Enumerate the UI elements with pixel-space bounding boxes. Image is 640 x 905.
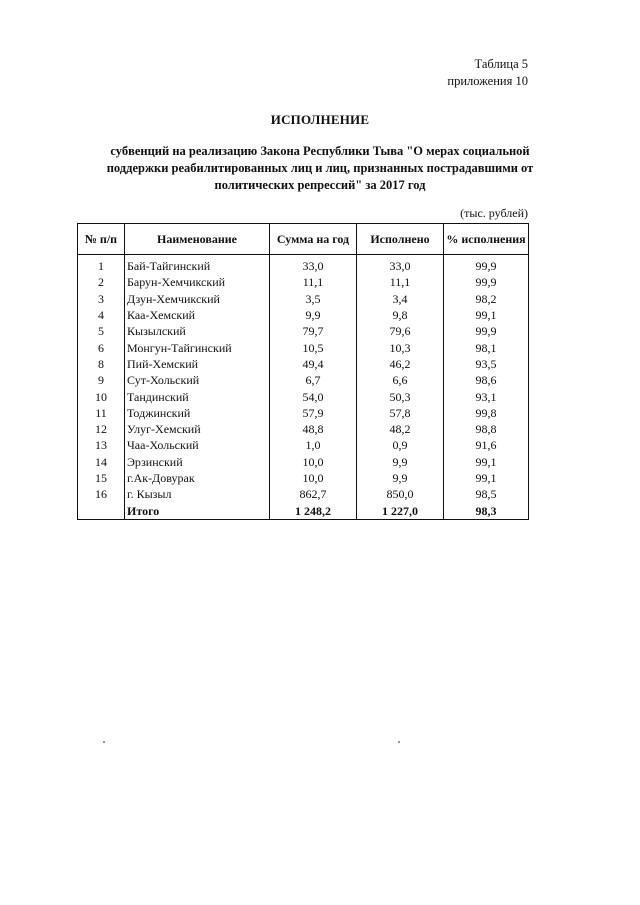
row-annual-sum: 49,4	[270, 356, 357, 372]
row-name: г. Кызыл	[125, 486, 270, 502]
row-executed: 6,6	[357, 372, 444, 388]
table-row	[78, 405, 529, 421]
row-executed: 1 227,0	[357, 502, 444, 519]
row-number: 11	[78, 405, 125, 421]
row-name: Тоджинский	[125, 405, 270, 421]
row-name: Эрзинский	[125, 454, 270, 470]
row-name: Кызылский	[125, 323, 270, 339]
table-header-row	[78, 224, 529, 255]
table-row	[78, 356, 529, 372]
row-executed: 11,1	[357, 274, 444, 290]
row-number: 13	[78, 437, 125, 453]
document-subtitle	[90, 143, 550, 194]
column-header-number: № п/п	[78, 224, 125, 255]
row-annual-sum: 10,0	[270, 470, 357, 486]
row-annual-sum: 33,0	[270, 255, 357, 275]
row-annual-sum: 3,5	[270, 291, 357, 307]
row-name: Улуг-Хемский	[125, 421, 270, 437]
row-annual-sum: 1 248,2	[270, 502, 357, 519]
row-annual-sum: 862,7	[270, 486, 357, 502]
row-percent: 99,1	[444, 307, 529, 323]
table-row	[78, 372, 529, 388]
row-executed: 9,9	[357, 470, 444, 486]
table-row	[78, 255, 529, 275]
row-number: 14	[78, 454, 125, 470]
document-title: ИСПОЛНЕНИЕ	[270, 112, 370, 127]
row-number: 2	[78, 274, 125, 290]
row-annual-sum: 79,7	[270, 323, 357, 339]
subtitle-line: политических репрессий" за 2017 год	[214, 178, 426, 192]
row-name: Каа-Хемский	[125, 307, 270, 323]
row-executed: 9,9	[357, 454, 444, 470]
row-percent: 98,5	[444, 486, 529, 502]
row-name: Бай-Тайгинский	[125, 255, 270, 275]
table-row	[78, 323, 529, 339]
row-number: 4	[78, 307, 125, 323]
row-executed: 57,8	[357, 405, 444, 421]
table-row	[78, 470, 529, 486]
table-row	[78, 339, 529, 355]
row-number: 6	[78, 339, 125, 355]
row-percent: 98,2	[444, 291, 529, 307]
row-number: 8	[78, 356, 125, 372]
table-row	[78, 421, 529, 437]
row-executed: 0,9	[357, 437, 444, 453]
row-name: Барун-Хемчикский	[125, 274, 270, 290]
row-percent: 99,1	[444, 470, 529, 486]
row-number: 1	[78, 255, 125, 275]
row-name: Дзун-Хемчикский	[125, 291, 270, 307]
appendix-label: приложения 10	[447, 74, 528, 88]
row-name: Сут-Хольский	[125, 372, 270, 388]
row-executed: 46,2	[357, 356, 444, 372]
row-percent: 98,6	[444, 372, 529, 388]
row-annual-sum: 10,5	[270, 339, 357, 355]
row-annual-sum: 57,9	[270, 405, 357, 421]
row-name: г.Ак-Довурак	[125, 470, 270, 486]
row-percent: 99,9	[444, 255, 529, 275]
row-percent: 93,1	[444, 388, 529, 404]
table-row	[78, 437, 529, 453]
table-reference	[447, 56, 528, 90]
row-number	[78, 502, 125, 519]
subtitle-line: субвенций на реализацию Закона Республики Тыва "О мерах социальной	[110, 144, 530, 158]
row-percent: 99,1	[444, 454, 529, 470]
scan-speck	[398, 741, 400, 743]
row-annual-sum: 6,7	[270, 372, 357, 388]
row-number: 10	[78, 388, 125, 404]
column-header-name: Наименование	[125, 224, 270, 255]
row-percent: 99,9	[444, 274, 529, 290]
table-row	[78, 454, 529, 470]
row-name: Монгун-Тайгинский	[125, 339, 270, 355]
row-annual-sum: 48,8	[270, 421, 357, 437]
table-row	[78, 291, 529, 307]
row-number: 15	[78, 470, 125, 486]
row-executed: 33,0	[357, 255, 444, 275]
row-executed: 79,6	[357, 323, 444, 339]
row-percent: 91,6	[444, 437, 529, 453]
execution-table	[77, 223, 529, 520]
row-executed: 50,3	[357, 388, 444, 404]
row-percent: 99,9	[444, 323, 529, 339]
row-executed: 48,2	[357, 421, 444, 437]
row-number: 16	[78, 486, 125, 502]
row-annual-sum: 1,0	[270, 437, 357, 453]
row-name: Тандинский	[125, 388, 270, 404]
row-percent: 99,8	[444, 405, 529, 421]
row-number: 5	[78, 323, 125, 339]
row-percent: 98,8	[444, 421, 529, 437]
table-row	[78, 274, 529, 290]
units-note: (тыс. рублей)	[460, 206, 528, 220]
row-number: 12	[78, 421, 125, 437]
row-percent: 98,1	[444, 339, 529, 355]
column-header-annual: Сумма на год	[270, 224, 357, 255]
row-percent: 98,3	[444, 502, 529, 519]
subtitle-line: поддержки реабилитированных лиц и лиц, признанных пострадавшими от	[106, 161, 534, 175]
row-executed: 3,4	[357, 291, 444, 307]
row-annual-sum: 11,1	[270, 274, 357, 290]
row-executed: 10,3	[357, 339, 444, 355]
total-row	[78, 502, 529, 519]
row-number: 3	[78, 291, 125, 307]
table-row	[78, 486, 529, 502]
row-name: Пий-Хемский	[125, 356, 270, 372]
row-annual-sum: 54,0	[270, 388, 357, 404]
column-header-executed: Исполнено	[357, 224, 444, 255]
row-name: Чаа-Хольский	[125, 437, 270, 453]
table-body	[78, 255, 529, 520]
table-row	[78, 307, 529, 323]
column-header-percent: % исполнения	[444, 224, 529, 255]
row-number: 9	[78, 372, 125, 388]
row-annual-sum: 9,9	[270, 307, 357, 323]
row-percent: 93,5	[444, 356, 529, 372]
row-executed: 850,0	[357, 486, 444, 502]
table-number-label: Таблица 5	[474, 57, 528, 71]
row-name: Итого	[125, 502, 270, 519]
scan-speck	[103, 741, 105, 743]
row-annual-sum: 10,0	[270, 454, 357, 470]
table-row	[78, 388, 529, 404]
row-executed: 9,8	[357, 307, 444, 323]
